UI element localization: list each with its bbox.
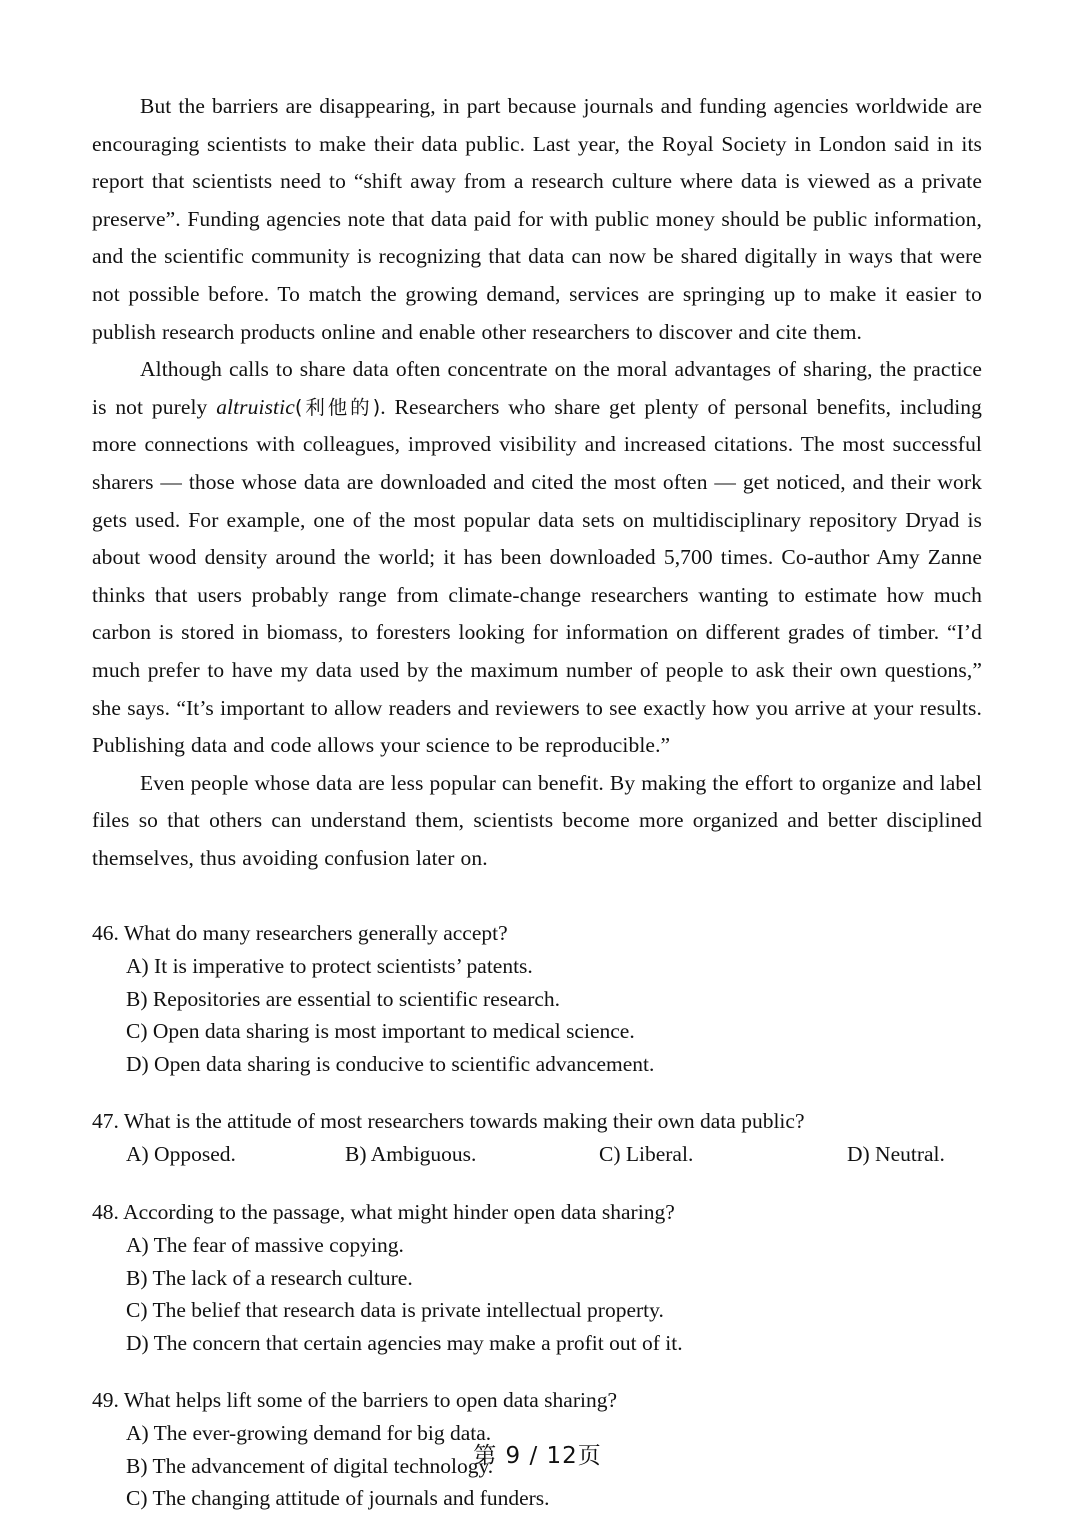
question-block bbox=[92, 1196, 982, 1359]
passage-text: . Researchers who share get plenty of personal benefits, including more connections with colleagues, improved visibility and increased citations. The most successful sharers — those whose data are downloaded and cited the most often — get noticed, and their work gets used. For example, one of the most popular data sets on multidisciplinary repository Dryad is about wood density around the world; it has been downloaded 5,700 times. Co-author Amy Zanne thinks that users probably range from climate-change researchers wanting to estimate how much carbon is stored in biomass, to foresters looking for information on different grades of timber. “I’d much prefer to have my data used by the maximum number of people to ask their own questions,” she says. “It’s important to allow readers and reviewers to see exactly how you arrive at your results. Publishing data and code allows your science to be reproducible.” bbox=[92, 394, 983, 758]
page-content bbox=[92, 88, 982, 1515]
answer-option[interactable]: C) Liberal. bbox=[599, 1142, 694, 1167]
question-stem: 49. What helps lift some of the barriers to open data sharing? bbox=[92, 1388, 618, 1413]
answer-option[interactable]: A) The ever-growing demand for big data. bbox=[126, 1421, 492, 1446]
passage-text: But the barriers are disappearing, in part because journals and funding agencies worldwide are encouraging scientists to make their data public. Last year, the Royal Society in London said in its report that scientists need to “shift away from a research culture where data is viewed as a private preserve”. Funding agencies note that data paid for with public money should be public information, and the scientific community is recognizing that data can now be shared digitally in ways that were not possible before. To match the growing demand, services are springing up to make it easier to publish research products online and enable other researchers to discover and cite them. bbox=[92, 94, 982, 344]
answer-option[interactable]: A) It is imperative to protect scientists’ patents. bbox=[126, 954, 533, 979]
question-stem: 47. What is the attitude of most researchers towards making their own data public? bbox=[92, 1109, 805, 1134]
question-block bbox=[92, 917, 982, 1080]
passage-paragraph-1 bbox=[92, 88, 982, 351]
passage-paragraph-3 bbox=[92, 765, 982, 878]
answer-option[interactable]: B) Ambiguous. bbox=[345, 1142, 477, 1167]
question-list bbox=[92, 917, 982, 1515]
answer-option[interactable]: A) Opposed. bbox=[126, 1142, 236, 1167]
italic-term: altruistic bbox=[216, 394, 295, 419]
answer-option[interactable]: D) Neutral. bbox=[847, 1142, 945, 1167]
question-stem: 46. What do many researchers generally accept? bbox=[92, 921, 508, 946]
answer-option[interactable]: D) The concern that certain agencies may make a profit out of it. bbox=[126, 1330, 683, 1355]
passage-paragraph-2 bbox=[92, 351, 982, 765]
page-footer: 第 9 / 12页 bbox=[473, 1443, 602, 1469]
answer-option[interactable]: B) The lack of a research culture. bbox=[126, 1265, 413, 1290]
answer-option[interactable]: C) The belief that research data is private intellectual property. bbox=[126, 1298, 664, 1323]
answer-option[interactable]: D) Open data sharing is conducive to scientific advancement. bbox=[126, 1051, 655, 1076]
answer-option[interactable]: C) The changing attitude of journals and funders. bbox=[126, 1486, 550, 1511]
answer-option[interactable]: A) The fear of massive copying. bbox=[126, 1233, 404, 1258]
chinese-gloss: (利他的) bbox=[294, 395, 381, 419]
question-block bbox=[92, 1105, 982, 1171]
passage-text: Although calls to share data often concentrate on the moral advantages of sharing, the practice is not purely bbox=[92, 357, 982, 419]
answer-option[interactable]: B) Repositories are essential to scientific research. bbox=[126, 986, 561, 1011]
answer-option[interactable]: B) The advancement of digital technology. bbox=[126, 1453, 494, 1478]
option-row bbox=[92, 1138, 982, 1171]
answer-option[interactable]: C) Open data sharing is most important to medical science. bbox=[126, 1019, 635, 1044]
question-stem: 48. According to the passage, what might hinder open data sharing? bbox=[92, 1200, 675, 1225]
passage-text: Even people whose data are less popular can benefit. By making the effort to organize and label files so that others can understand them, scientists become more organized and better disciplined themselves, thus avoiding confusion later on. bbox=[92, 770, 982, 870]
reading-passage bbox=[92, 88, 982, 877]
